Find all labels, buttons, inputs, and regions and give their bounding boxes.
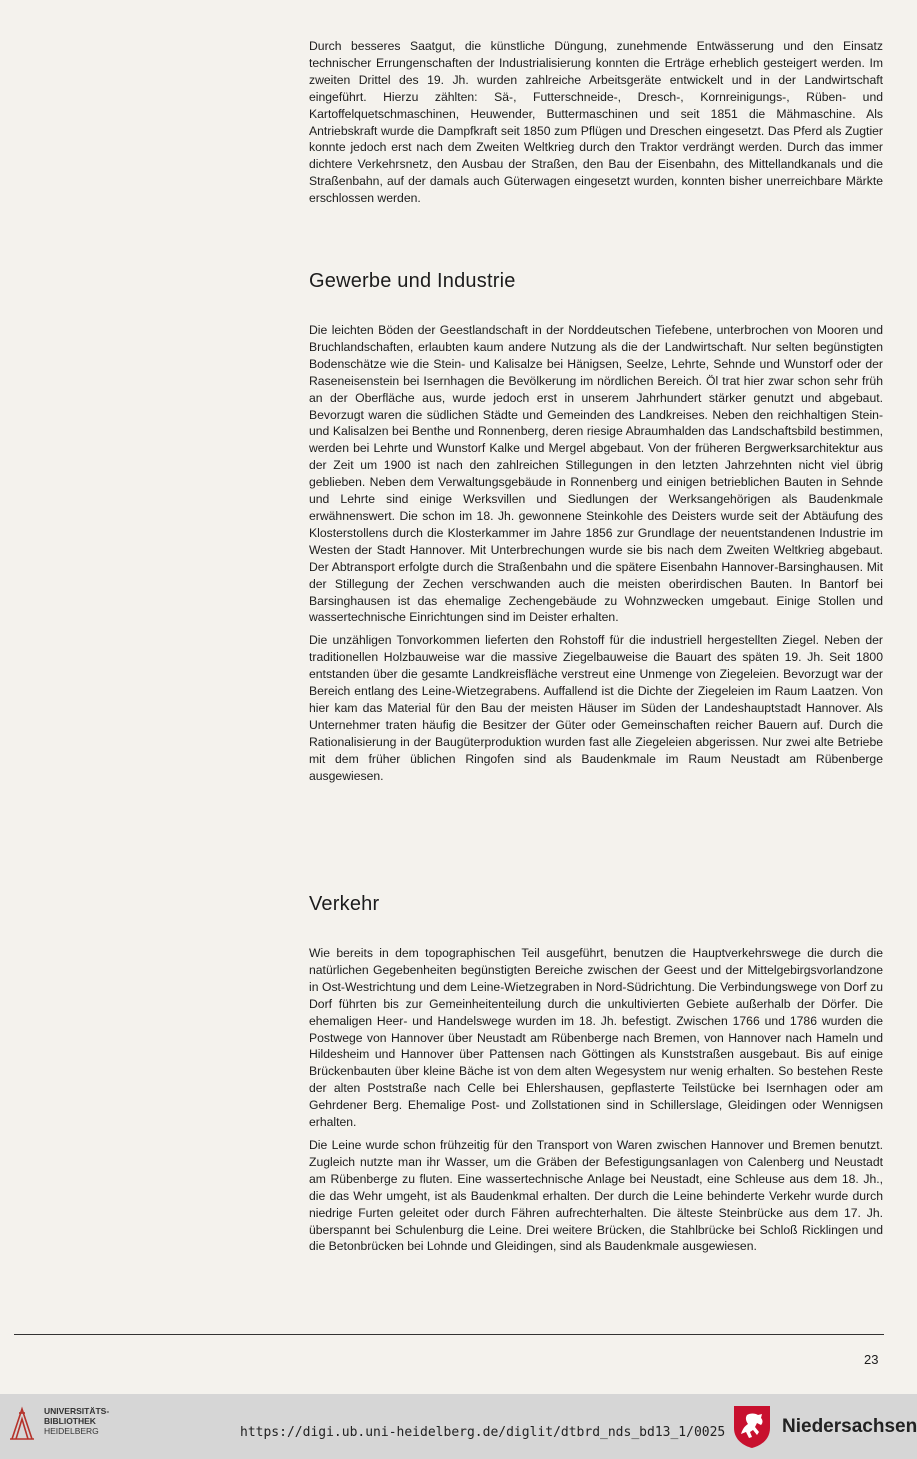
- paragraph: Die leichten Böden der Geestlandschaft in der Norddeutschen Tiefebene, unterbrochen von Mooren und Bruchlandschaften, erlaubten kaum andere Nutzung als die der Landwirtschaft. Nur selten begünstigten Bodenschätze wie die Stein- und Kalisalze bei Hänigsen, Seelze, Lehrte, Sehnde und Wunstorf oder der Raseneisenstein bei Isernhagen die Bevölkerung im nördlichen Bereich. Öl trat hier zwar schon sehr früh an der Oberfläche aus, wurde jedoch erst in unserem Jahrhundert stärker genutzt und abgebaut. Bevorzugt waren die südlichen Städte und Gemeinden des Landkreises. Neben den reichhaltigen Stein- und Kalisalzen bei Benthe und Ronnenberg, deren riesige Abraumhalden das Landschaftsbild bestimmen, werden bei Lehrte und Wunstorf Kalke und Mergel abgebaut. Von der früheren Bergwerksarchitektur aus der Zeit um 1900 ist nach den zahlreichen Stillegungen in den letzten Jahrzehnten nicht viel übrig geblieben. Neben dem Verwaltungsgebäude in Ronnenberg und einigen betrieblichen Bauten in Sehnde und Lehrte sind einige Werksvillen und Siedlungen der Werksangehörigen als Baudenkmale erwähnenswert. Die schon im 18. Jh. gewonnene Steinkohle des Deisters wurde seit der Abtäufung des Klosterstollens durch die Klosterkammer im Jahre 1856 zur Grundlage der neuentstandenen Industrie im Westen der Stadt Hannover. Mit Unterbrechungen wurde sie bis nach dem Zweiten Weltkrieg abgebaut. Der Abtransport erfolgte durch die Straßenbahn und die spätere Eisenbahn Hannover-Barsinghausen. Mit der Stillegung der Zechen verschwanden auch die meisten oberirdischen Bauten. In Bantorf bei Barsinghausen ist das ehemalige Zechengebäude zu Wohnzwecken umgebaut. Einige Stollen und wassertechnische Einrichtungen sind im Deister erhalten.: [309, 323, 883, 625]
- section-heading-verkehr: Verkehr: [309, 893, 380, 915]
- section-heading-gewerbe: Gewerbe und Industrie: [309, 270, 516, 292]
- page-number: 23: [864, 1352, 879, 1367]
- paragraph: Die Leine wurde schon frühzeitig für den Transport von Waren zwischen Hannover und Bremen benutzt. Zugleich nutzte man ihr Wasser, um die Gräben der Befestigungsanlagen von Calenberg und Neustadt am Rübenberge zu fluten. Eine wassertechnische Anlage bei Neustadt, eine Schleuse aus dem 18. Jh., die das Wehr umgeht, ist als Baudenkmal erhalten. Der durch die Leine behinderte Verkehr wurde durch niedrige Furten geleitet oder durch Fähren aufrechterhalten. Die älteste Steinbrücke aus dem 17. Jh. überspannt bei Schulenburg die Leine. Drei weitere Brücken, die Stahlbrücke bei Schloß Ricklingen und die Betonbrücken bei Lohnde und Gleidingen, sind als Baudenkmale ausgewiesen.: [309, 1137, 883, 1254]
- intro-text: [309, 38, 883, 213]
- paragraph: Wie bereits in dem topographischen Teil ausgeführt, benutzen die Hauptverkehrswege die durch die natürlichen Gegebenheiten begünstigten Bereiche zwischen der Geest und der Mittelgebirgsvorlandzone in Ost-Westrichtung und dem Leine-Wietzegraben in Nord-Südrichtung. Die Verbindungswege von Dorf zu Dorf führten bis zur Gemeinheitenteilung durch die unkultivierten Gebiete außerhalb der Dörfer. Die ehemaligen Heer- und Handelswege wurden im 18. Jh. befestigt. Zwischen 1766 und 1786 wurden die Postwege von Hannover über Neustadt am Rübenberge nach Bremen, von Hannover nach Hameln und Hildesheim und Hannover über Pattensen nach Göttingen als Kunststraßen ausgebaut. Bis auf einige Brückenbauten über kleine Bäche ist von dem alten Wegesystem nur wenig erhalten. So bestehen Reste der alten Poststraße nach Celle bei Ehlershausen, gepflasterte Teilstücke bei Isernhagen oder am Gehrdener Berg. Ehemalige Post- und Zollstationen sind in Schillerslage, Gleidingen oder Wennigsen erhalten.: [309, 946, 883, 1130]
- library-line: UNIVERSITÄTS-: [44, 1406, 110, 1416]
- niedersachsen-horse-icon[interactable]: [728, 1402, 776, 1450]
- viewer-footer: [0, 1394, 917, 1459]
- permalink-url[interactable]: https://digi.ub.uni-heidelberg.de/diglit/dtbrd_nds_bd13_1/0025: [240, 1425, 726, 1440]
- library-name: [44, 1406, 109, 1436]
- partner-name[interactable]: Niedersachsen: [782, 1416, 917, 1437]
- page-rule: [14, 1334, 884, 1335]
- paragraph: Die unzähligen Tonvorkommen lieferten den Rohstoff für die industriell hergestellten Ziegel. Neben der traditionellen Holzbauweise war die massive Ziegelbauweise die Bauart des späten 19. Jh. Seit 1800 entstanden über die gesamte Landkreisfläche verstreut eine Unmenge von Ziegeleien. Bevorzugt war der Bereich entlang des Leine-Wietzegrabens. Auffallend ist die Dichte der Ziegeleien im Raum Laatzen. Von hier kam das Material für den Bau der meisten Häuser im Süden der Landeshauptstadt Hannover. Als Unternehmer traten häufig die Besitzer der Güter oder Gemeinschaften reicher Bauern auf. Durch die Rationalisierung in der Baugüterproduktion wurden fast alle Ziegeleien abgerissen. Nur zwei alte Betriebe mit dem früher üblichen Ringofen sind als Baudenkmale im Raum Neustadt am Rübenberge ausgewiesen.: [309, 633, 883, 783]
- paragraph: Durch besseres Saatgut, die künstliche Düngung, zunehmende Entwässerung und den Einsatz technischer Errungenschaften der Industrialisierung konnten die Erträge erheblich gesteigert werden. Im zweiten Drittel des 19. Jh. wurden zahlreiche Arbeitsgeräte entwickelt und in der Landwirtschaft eingeführt. Hierzu zählten: Sä-, Futterschneide-, Dresch-, Kornreinigungs-, Rüben- und Kartoffelquetschmaschinen, Heuwender, Buttermaschinen und seit 1851 die Mähmaschine. Als Antriebskraft wurde die Dampfkraft seit 1850 zum Pflügen und Dreschen eingesetzt. Das Pferd als Zugtier konnte jedoch erst nach dem Zweiten Weltkrieg durch den Traktor verdrängt werden. Durch das immer dichtere Verkehrsnetz, den Ausbau der Straßen, den Bau der Eisenbahn, des Mittellandkanals und die Straßenbahn, auf der damals auch Güterwagen eingesetzt wurden, konnten bisher unerreichbare Märkte erschlossen werden.: [309, 39, 883, 206]
- library-line: BIBLIOTHEK: [44, 1416, 96, 1426]
- verkehr-text: [309, 945, 883, 1261]
- gewerbe-text: [309, 322, 883, 790]
- library-line: HEIDELBERG: [44, 1426, 99, 1436]
